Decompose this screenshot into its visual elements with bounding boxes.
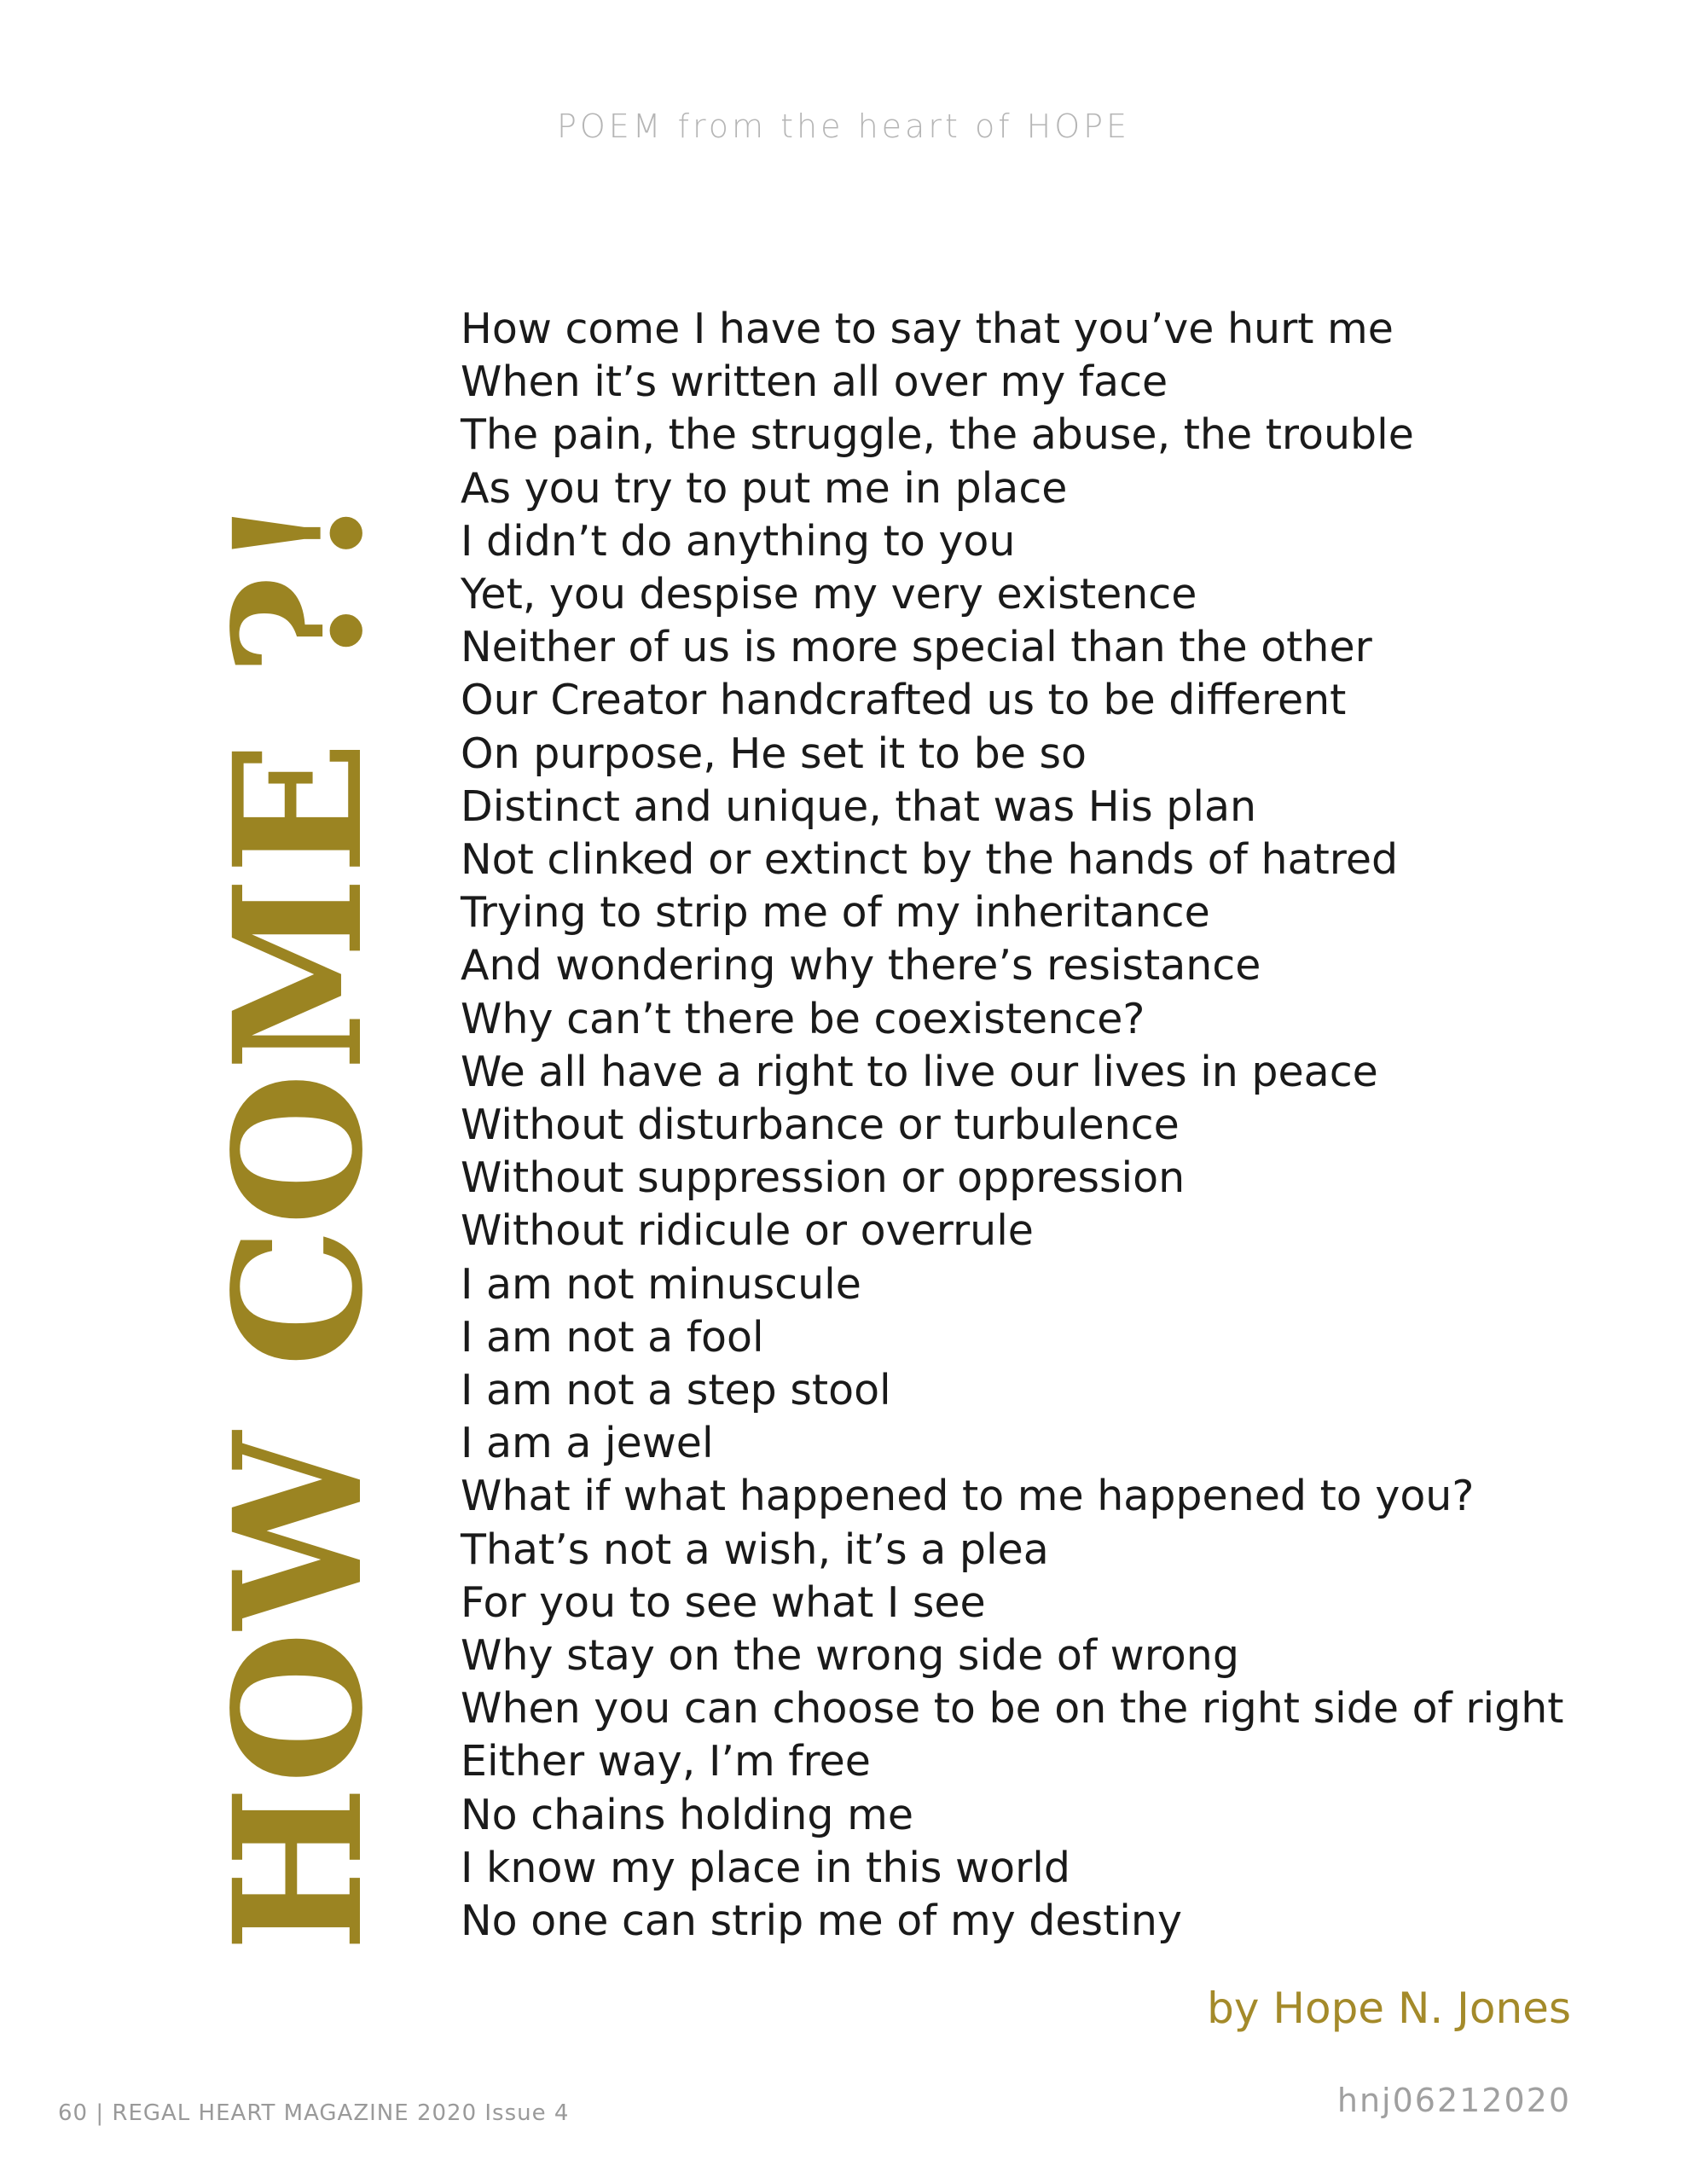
poem-line: Neither of us is more special than the other: [461, 623, 1372, 672]
poem-line: The pain, the struggle, the abuse, the trouble: [461, 410, 1414, 460]
poem-line: I am not a fool: [461, 1312, 764, 1362]
poem-line: Why stay on the wrong side of wrong: [461, 1631, 1239, 1681]
poem-line: I am a jewel: [461, 1419, 714, 1468]
page-footer-publication: 60 | REGAL HEART MAGAZINE 2020 Issue 4: [58, 2100, 570, 2126]
poem-line: That’s not a wish, it’s a plea: [461, 1525, 1049, 1574]
poem-title-container: [196, 297, 401, 1952]
poem-line: Without disturbance or turbulence: [461, 1101, 1180, 1150]
poem-line: And wondering why there’s resistance: [461, 941, 1261, 990]
poem-line: No one can strip me of my destiny: [461, 1896, 1182, 1946]
poem-line: As you try to put me in place: [461, 463, 1068, 513]
poem-line: Yet, you despise my very existence: [461, 570, 1197, 619]
page-footer-code: hnj06212020: [1336, 2082, 1571, 2119]
poem-line: Not clinked or extinct by the hands of hatred: [461, 835, 1399, 885]
poem-line: For you to see what I see: [461, 1577, 986, 1627]
poem-line: Without ridicule or overrule: [461, 1206, 1034, 1256]
poem-line: What if what happened to me happened to you?: [461, 1472, 1475, 1521]
poem-line: When you can choose to be on the right side of right: [461, 1684, 1564, 1734]
poem-line: Distinct and unique, that was His plan: [461, 781, 1257, 831]
poem-line: I am not a step stool: [461, 1366, 891, 1415]
poem-line: On purpose, He set it to be so: [461, 729, 1087, 778]
poem-line: Trying to strip me of my inheritance: [461, 888, 1210, 938]
poem-line: Without suppression or oppression: [461, 1153, 1186, 1203]
poem-line: Either way, I’m free: [461, 1737, 871, 1786]
author-byline: by Hope N. Jones: [1207, 1984, 1571, 2033]
poem-line: I am not minuscule: [461, 1259, 861, 1309]
poem-line: We all have a right to live our lives in peace: [461, 1047, 1378, 1096]
poem-line: I know my place in this world: [461, 1843, 1070, 1892]
poem-title: HOW COME ?!: [195, 492, 402, 1952]
poem-line: No chains holding me: [461, 1790, 913, 1839]
poem-line: I didn’t do anything to you: [461, 516, 1016, 566]
poem-line: Why can’t there be coexistence?: [461, 994, 1145, 1043]
poem-line: How come I have to say that you’ve hurt me: [461, 305, 1394, 353]
poem-line: When it’s written all over my face: [461, 357, 1168, 407]
poem-line: Our Creator handcrafted us to be different: [461, 676, 1347, 725]
poem-body: [461, 303, 1564, 1948]
page-kicker: POEM from the heart of HOPE: [556, 107, 1131, 145]
